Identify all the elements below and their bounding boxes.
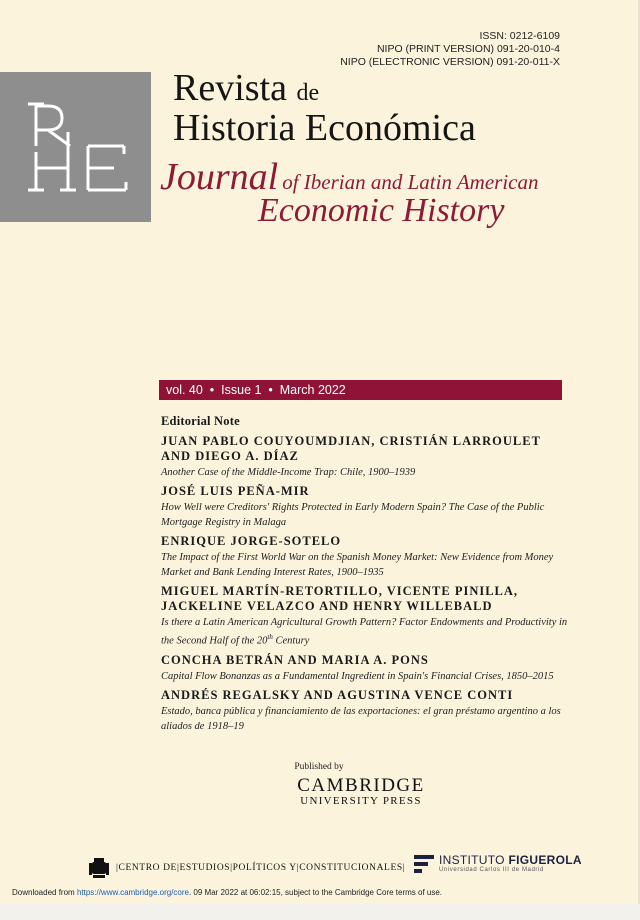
article-authors: JUAN PABLO COUYOUMDJIAN, CRISTIÁN LARROULET AND DIEGO A. DÍAZ [161, 434, 541, 463]
university-press-text: UNIVERSITY PRESS [300, 795, 422, 807]
table-of-contents [161, 412, 571, 734]
cepc-logo [88, 856, 405, 880]
masthead-historia-economica: Historia Económica [173, 107, 476, 149]
nipo-print: NIPO (PRINT VERSION) 091-20-010-4 [376, 43, 560, 55]
article-authors: CONCHA BETRÁN AND MARIA A. PONS [161, 652, 429, 667]
article-authors: MIGUEL MARTÍN-RETORTILLO, VICENTE PINILLA, JACKELINE VELAZCO AND HENRY WILLEBALD [161, 584, 519, 613]
article-entry[interactable] [161, 653, 571, 684]
download-footer [12, 888, 442, 897]
footer-suffix: . 09 Mar 2022 at 06:02:15, subject to the Cambridge Core terms of use. [188, 888, 443, 897]
revista-word: Revista [173, 67, 287, 109]
issue-volume: vol. 40 [166, 383, 203, 397]
journal-word: Journal [160, 156, 279, 198]
footer-prefix: Downloaded from [12, 888, 75, 897]
instituto-figuerola-logo [414, 854, 582, 873]
article-title: How Well were Creditors' Rights Protected in Early Modern Spain? The Case of the Public Mortgage Registry in Malaga [161, 502, 545, 528]
rhe-monogram-icon [0, 72, 151, 222]
figuerola-prefix: INSTITUTO [439, 853, 505, 867]
editorial-note: Editorial Note [161, 414, 240, 428]
article-title: Estado, banca pública y financiamiento de las exportaciones: el gran préstamo argentino a los aliados de 1918–19 [161, 705, 561, 732]
article-authors: JOSÉ LUIS PEÑA-MIR [161, 484, 310, 498]
cambridge-core-link[interactable]: https://www.cambridge.org/core [76, 888, 189, 897]
de-word: de [296, 80, 320, 106]
article-entry[interactable] [161, 434, 571, 480]
spanish-crest-icon [88, 857, 110, 879]
article-title: The Impact of the First World War on the Spanish Money Market: New Evidence from Money Market and Bank Lending Interest Rates, 1900–1935 [161, 552, 554, 578]
article-title: Is there a Latin American Agricultural Growth Pattern? Factor Endowments and Productivity in the Second Half of the 20th Century [161, 617, 568, 647]
of-iberian-phrase: of Iberian and Latin American [282, 170, 539, 194]
issue-separator: • [209, 383, 215, 397]
cambridge-logo-text: CAMBRIDGE [297, 775, 425, 796]
issue-separator: • [268, 383, 273, 397]
issn-block [340, 30, 560, 69]
article-authors: ENRIQUE JORGE-SOTELO [161, 534, 342, 548]
issue-date: March 2022 [279, 383, 346, 397]
article-entry[interactable] [161, 534, 571, 580]
issue-number: Issue 1 [221, 383, 262, 397]
article-title: Capital Flow Bonanzas as a Fundamental Ingredient in Spain's Financial Crises, 1850–2015 [161, 670, 554, 682]
figuerola-university: Universidad Carlos III de Madrid [439, 867, 544, 873]
masthead-economic-history: Economic History [258, 192, 505, 229]
figuerola-name: FIGUEROLA [508, 853, 582, 867]
figuerola-mark-icon [414, 855, 434, 873]
issue-bar [159, 380, 562, 400]
article-entry[interactable] [161, 484, 571, 530]
article-entry[interactable] [161, 688, 571, 734]
issn-number: ISSN: 0212-6109 [479, 30, 560, 42]
article-authors: ANDRÉS REGALSKY AND AGUSTINA VENCE CONTI [161, 687, 514, 702]
rhe-logo [0, 72, 151, 222]
article-entry[interactable] [161, 584, 571, 649]
nipo-electronic: NIPO (ELECTRONIC VERSION) 091-20-011-X [340, 56, 560, 68]
published-by: Published by [294, 762, 344, 772]
cepc-text: |CENTRO DE|ESTUDIOS|POLÍTICOS Y|CONSTITUCIONALES| [116, 863, 406, 873]
article-title: Another Case of the Middle-Income Trap: Chile, 1900–1939 [161, 467, 416, 478]
